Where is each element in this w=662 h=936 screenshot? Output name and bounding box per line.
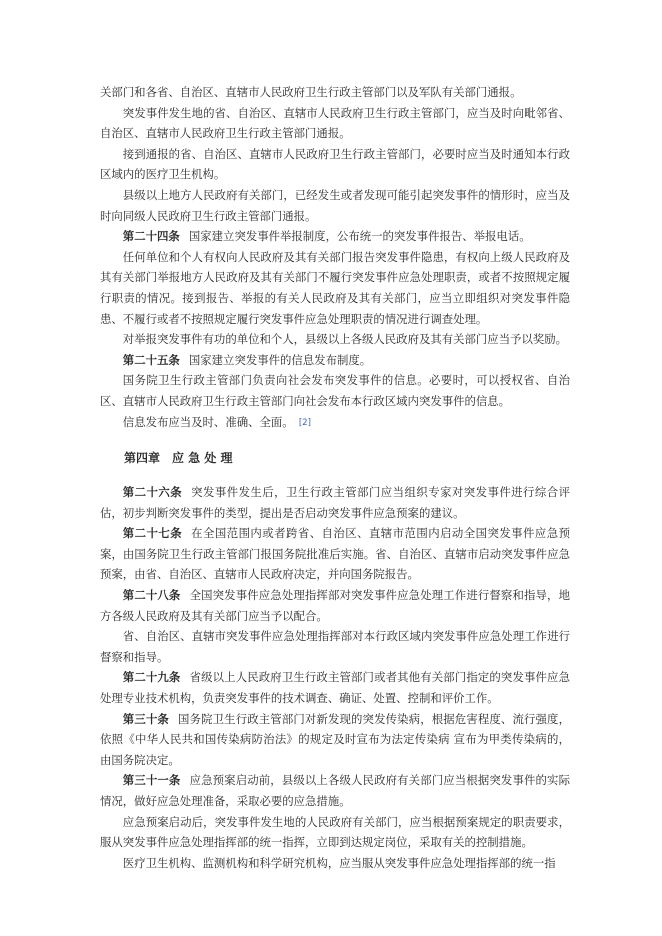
article-label: 第三十条: [122, 711, 169, 726]
paragraph: 国务院卫生行政主管部门负责向社会发布突发事件的信息。必要时，可以授权省、自治区、直辖市人民政府卫生行政主管部门向社会发布本行政区域内突发事件的信息。: [100, 373, 570, 408]
paragraph: 省、自治区、直辖市突发事件应急处理指挥部对本行政区域内突发事件应急处理工作进行督察和指导。: [100, 629, 570, 664]
paragraph: 县级以上地方人民政府有关部门，已经发生或者发现可能引起突发事件的情形时，应当及时向同级人民政府卫生行政主管部门通报。: [100, 187, 570, 223]
article-26: [100, 482, 570, 523]
paragraph: 医疗卫生机构、监测机构和科学研究机构，应当服从突发事件应急处理指挥部的统一指: [122, 855, 556, 870]
article-25: [100, 350, 570, 371]
article-31: [100, 770, 570, 811]
article-30: [100, 709, 570, 771]
paragraph: 突发事件发生地的省、自治区、直辖市人民政府卫生行政主管部门，应当及时向毗邻省、自治区、直辖市人民政府卫生行政主管部门通报。: [100, 105, 570, 141]
article-27: [100, 523, 570, 585]
article-label: 第二十七条: [122, 526, 183, 541]
article-text: 国家建立突发事件举报制度，公布统一的突发事件报告、举报电话。: [188, 229, 531, 244]
article-label: 第二十九条: [122, 670, 181, 685]
paragraph: 关部门和各省、自治区、直辖市人民政府卫生行政主管部门以及军队有关部门通报。: [100, 85, 522, 99]
article-text: 突发事件发生后，卫生行政主管部门应当组织专家对突发事件进行综合评估，初步判断突发事件的类型，提出是否启动突发事件应急预案的建议。: [100, 485, 570, 520]
article-text: 国家建立突发事件的信息发布制度。: [188, 352, 372, 367]
article-label: 第三十一条: [122, 773, 181, 788]
article-text: 在全国范围内或者跨省、自治区、直辖市范围内启动全国突发事件应急预案，由国务院卫生行政主管部门报国务院批准后实施。省、自治区、直辖市启动突发事件应急预案，由省、自治区、直辖市人民政府决定，并向国务院报告。: [100, 526, 570, 582]
article-label: 第二十五条: [122, 352, 180, 367]
article-text: 全国突发事件应急处理指挥部对突发事件应急处理工作进行督察和指导，地方各级人民政府及其有关部门应当予以配合。: [100, 588, 570, 623]
paragraph: 接到通报的省、自治区、直辖市人民政府卫生行政主管部门，必要时应当及时通知本行政区域内的医疗卫生机构。: [100, 146, 570, 182]
paragraph: 任何单位和个人有权向人民政府及其有关部门报告突发事件隐患，有权向上级人民政府及其有关部门举报地方人民政府及其有关部门不履行突发事件应急处理职责，或者不按照规定履行职责的情况。接到报告、举报的有关人民政府及其有关部门，应当立即组织对突发事件隐患、不履行或者不按照规定履行突发事件应急处理职责的情况进行调查处理。: [100, 249, 570, 326]
article-label: 第二十八条: [122, 588, 181, 603]
paragraph: 应急预案启动后，突发事件发生地的人民政府有关部门，应当根据预案规定的职责要求，服从突发事件应急处理指挥部的统一指挥，立即到达规定岗位，采取有关的控制措施。: [100, 814, 570, 850]
chapter-heading: 第四章 应 急 处 理: [124, 451, 233, 466]
article-text: 国务院卫生行政主管部门对新发现的突发传染病，根据危害程度、流行强度，依照《中华人民共和国传染病防治法》的规定及时宣布为法定传染病 宣布为甲类传染病的，由国务院决定。: [100, 711, 570, 767]
article-text: 应急预案启动前，县级以上各级人民政府有关部门应当根据突发事件的实际情况，做好应急处理准备，采取必要的应急措施。: [100, 773, 570, 808]
paragraph: 对举报突发事件有功的单位和个人，县级以上各级人民政府及其有关部门应当予以奖励。: [122, 332, 568, 347]
article-29: [100, 667, 570, 708]
article-28: [100, 585, 570, 626]
paragraph-text: 信息发布应当及时、准确、全面。: [122, 414, 294, 429]
article-24: [100, 226, 570, 247]
paragraph: [100, 412, 570, 434]
reference-link[interactable]: [2]: [298, 417, 312, 428]
article-label: 第二十四条: [122, 229, 180, 244]
article-label: 第二十六条: [122, 485, 183, 500]
article-text: 省级以上人民政府卫生行政主管部门或者其他有关部门指定的突发事件应急处理专业技术机构，负责突发事件的技术调查、确证、处置、控制和评价工作。: [100, 670, 570, 706]
